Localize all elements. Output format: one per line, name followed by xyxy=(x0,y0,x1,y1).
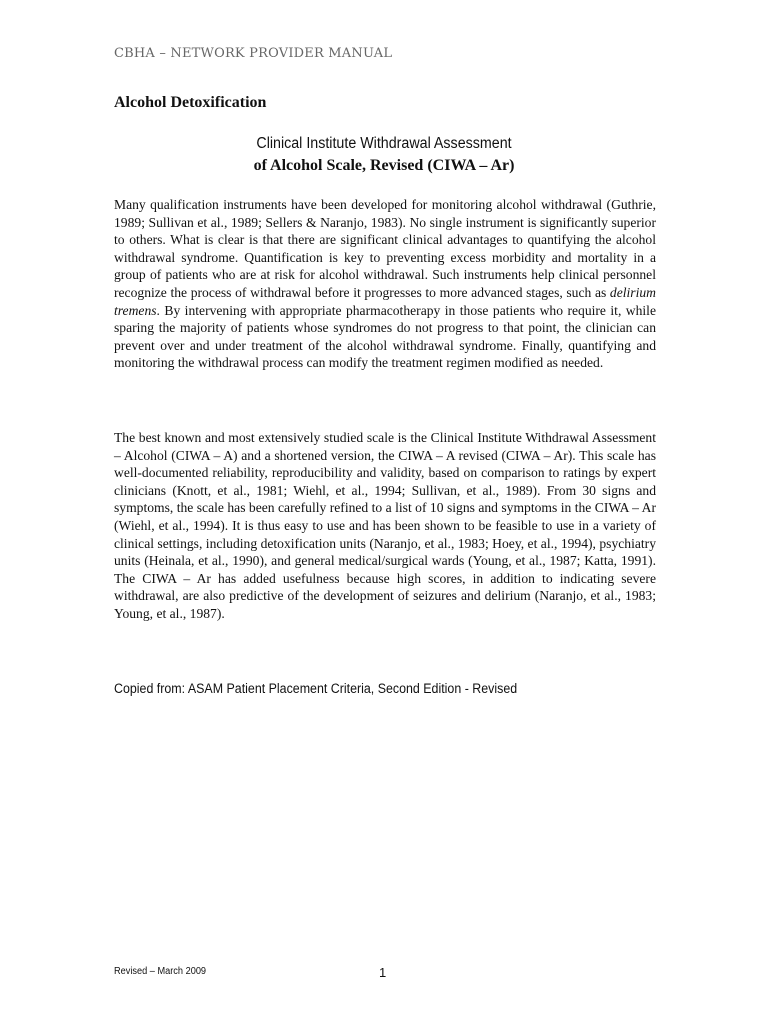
section-title: Alcohol Detoxification xyxy=(114,94,267,111)
running-header: CBHA – NETWORK PROVIDER MANUAL xyxy=(114,46,393,61)
paragraph-1-text-end: . By intervening with appropriate pharmacotherapy in those patients who require it, while sparing the majority of patients whose syndromes do not progress to that point, the clinician can prevent over and under treatment of the alcohol withdrawal syndrome. Finally, quantifying and monitoring the withdrawal process can modify the treatment regimen modified as needed. xyxy=(114,302,656,371)
body-paragraph-1 xyxy=(114,196,656,372)
source-citation: Copied from: ASAM Patient Placement Criteria, Second Edition - Revised xyxy=(114,681,518,696)
footer-revision-date: Revised – March 2009 xyxy=(114,966,207,977)
page-number: 1 xyxy=(379,965,387,980)
paragraph-1-text-start: Many qualification instruments have been developed for monitoring alcohol withdrawal (Guthrie, 1989; Sullivan et al., 1989; Sellers & Naranjo, 1983). No single instrument is significantly superior to others. What is clear is that there are significant clinical advantages to quantifying the alcohol withdrawal syndrome. Quantification is key to preventing excess morbidity and mortality in a group of patients who are at risk for alcohol withdrawal. Such instruments help clinical personnel recognize the process of withdrawal before it progresses to more advanced stages, such as xyxy=(114,197,656,300)
body-paragraph-2: The best known and most extensively studied scale is the Clinical Institute Withdrawal Assessment – Alcohol (CIWA – A) and a shortened version, the CIWA – A revised (CIWA – Ar). This scale has well-documented reliability, reproducibility and validity, based on comparison to ratings by expert clinicians (Knott, et al., 1981; Wiehl, et al., 1994; Sullivan, et al., 1989). From 30 signs and symptoms, the scale has been carefully refined to a list of 10 signs and symptoms in the CIWA – Ar (Wiehl, et al., 1994). It is thus easy to use and has been shown to be feasible to use in a variety of clinical settings, including detoxification units (Naranjo, et al., 1983; Hoey, et al., 1994), psychiatry units (Heinala, et al., 1990), and general medical/surgical wards (Young, et al., 1987; Katta, 1991). The CIWA – Ar has added usefulness because high scores, in addition to indicating severe withdrawal, are also predictive of the development of seizures and delirium (Naranjo, et al., 1983; Young, et al., 1987). xyxy=(114,430,656,621)
scale-title-line-1: Clinical Institute Withdrawal Assessment xyxy=(256,135,512,152)
scale-title-line-2: of Alcohol Scale, Revised (CIWA – Ar) xyxy=(253,157,515,174)
paragraph-1-emphasis: delirium tremens xyxy=(114,284,656,318)
